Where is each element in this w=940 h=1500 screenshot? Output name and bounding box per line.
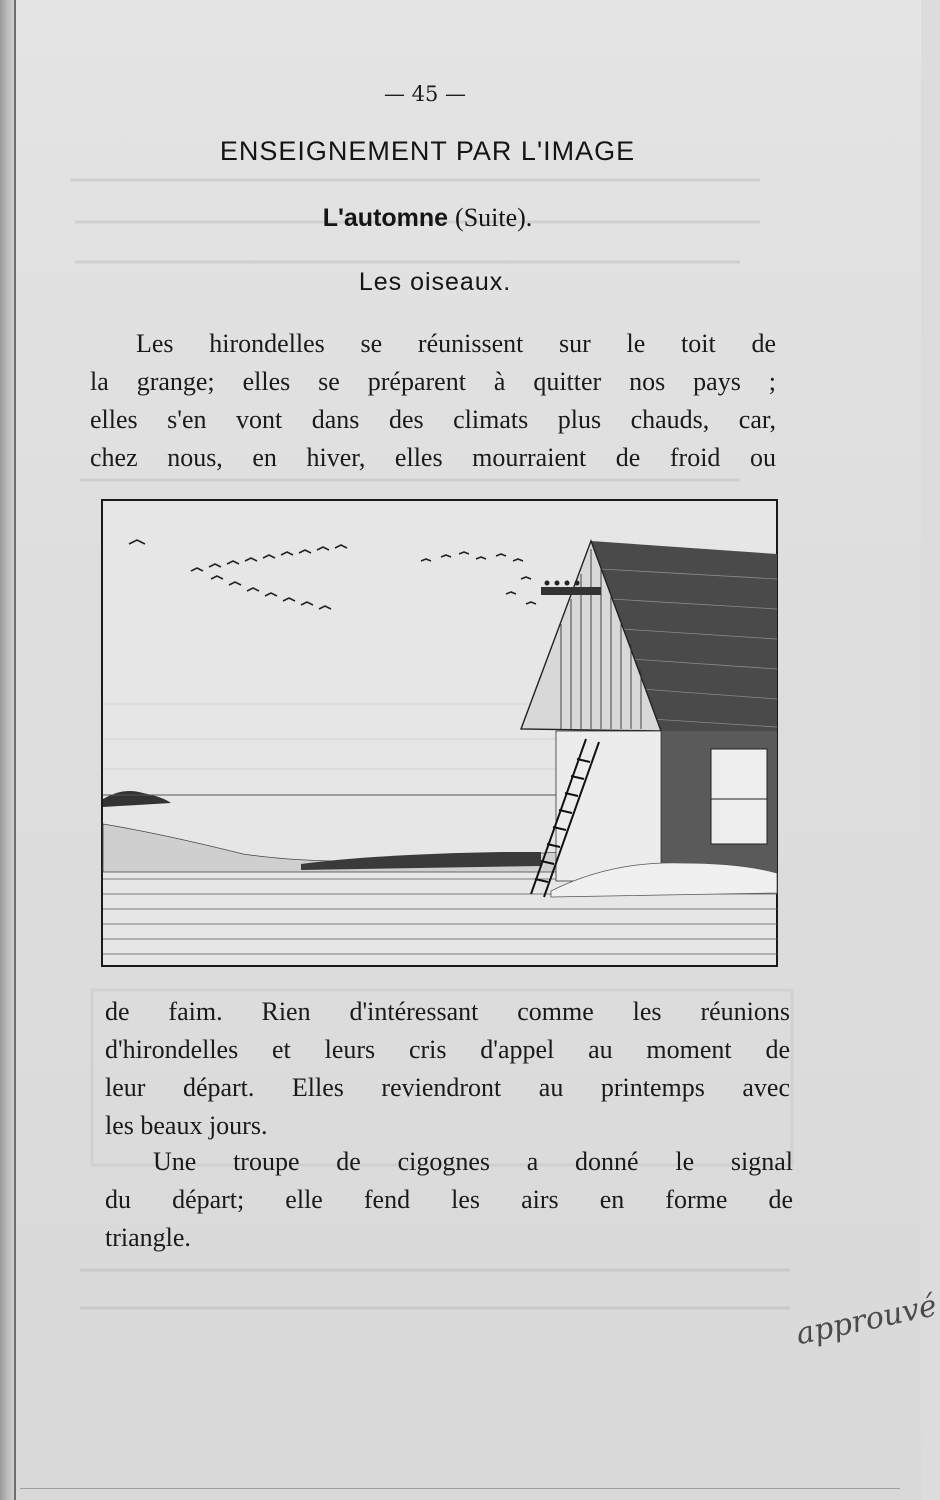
chapter-subheading [0, 203, 855, 233]
section-title: Les oiseaux. [358, 268, 512, 296]
text-line: Les hirondelles se réunissent sur le toit de [136, 329, 776, 358]
text-line: elles s'en vont dans des climats plus chauds, car, [90, 405, 776, 434]
paragraph-storks [105, 1143, 793, 1257]
text-line: triangle. [105, 1223, 191, 1252]
text-line: la grange; elles se préparent à quitter nos pays ; [90, 367, 776, 396]
text-line: Une troupe de cigognes a donné le signal [153, 1147, 793, 1176]
text-line: du départ; elle fend les airs en forme de [105, 1185, 793, 1214]
paragraph-swallows [90, 325, 776, 477]
text-line: chez nous, en hiver, elles mourraient de froid ou [90, 443, 776, 472]
handwritten-margin-note: approuvé [793, 1288, 940, 1353]
text-line: de faim. Rien d'intéressant comme les réunions [105, 997, 790, 1026]
page-heading: ENSEIGNEMENT PAR L'IMAGE [219, 136, 636, 166]
subheading-title: L'automne [322, 204, 449, 232]
barn-birds-illustration [101, 499, 778, 967]
paragraph-departure [105, 993, 790, 1145]
text-line: leur départ. Elles reviendront au printemps avec [105, 1073, 790, 1102]
subheading-suffix: (Suite). [455, 203, 533, 232]
text-line: d'hirondelles et leurs cris d'appel au moment de [105, 1035, 790, 1064]
page-number: — 45 — [383, 82, 467, 106]
text-line: les beaux jours. [105, 1111, 268, 1140]
